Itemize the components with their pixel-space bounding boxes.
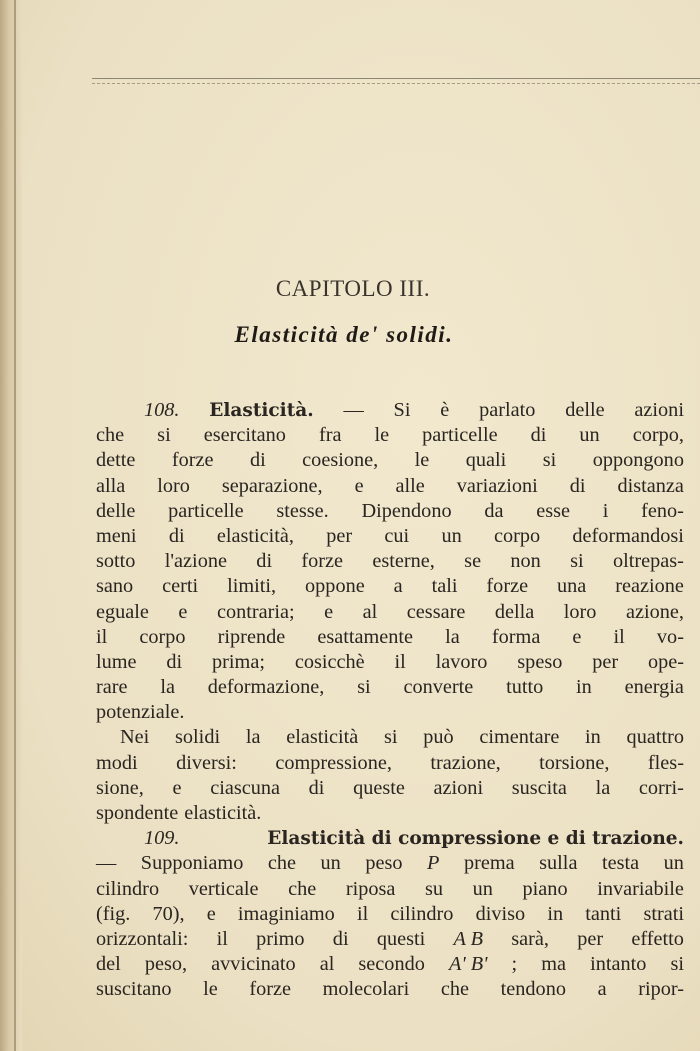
word: forze [301, 550, 344, 573]
word: speso [517, 650, 563, 673]
word: per [577, 927, 604, 950]
word: ciascuna [210, 776, 281, 799]
word: 109. [144, 827, 180, 850]
word: per [326, 524, 353, 547]
text-line [96, 952, 684, 977]
word: di [166, 650, 183, 673]
word: corpo [139, 625, 186, 648]
word: particelle [422, 424, 498, 447]
word: cui [384, 524, 410, 547]
word: fra [318, 424, 342, 447]
word: di [332, 927, 349, 950]
text-line [96, 549, 684, 574]
word: il [216, 927, 228, 950]
word: che [288, 877, 317, 900]
word: sano [96, 575, 134, 598]
word: stesse. [276, 499, 329, 522]
word: vo- [656, 625, 684, 648]
word: esercitano [203, 424, 286, 447]
word: elasticità [286, 726, 359, 749]
word: in [576, 676, 592, 699]
word: suscitano [96, 978, 172, 1001]
text-line [96, 398, 684, 423]
word: della [494, 600, 535, 623]
text-line [96, 448, 684, 473]
chapter-title [0, 322, 700, 348]
word: la [160, 676, 175, 699]
text-line [96, 423, 684, 448]
chapter-title-text: Elasticità de' solidi. [234, 322, 454, 347]
word: sarà, [511, 927, 549, 950]
header-rule-dashed [92, 83, 700, 84]
word: Dipendono [361, 499, 452, 522]
word: un [579, 424, 600, 447]
word: la [595, 776, 611, 799]
word: modi [96, 751, 138, 774]
word: e [206, 902, 216, 925]
text-line [96, 776, 684, 801]
word: si [670, 953, 684, 976]
word: si [357, 676, 371, 699]
word: diviso [475, 902, 526, 925]
word: fles- [647, 751, 684, 774]
word: forze [486, 575, 529, 598]
word: corpo, [632, 424, 684, 447]
text-line [96, 751, 684, 776]
word: si [157, 424, 171, 447]
word: che [96, 424, 125, 447]
word: il [356, 902, 369, 925]
word: cessare [406, 600, 466, 623]
word: certi [162, 575, 199, 598]
word: del [96, 953, 121, 976]
word: la [445, 625, 460, 648]
word: deformandosi [572, 524, 684, 547]
word: Supponiamo [140, 852, 244, 875]
word: sotto [96, 550, 136, 573]
word: oppone [305, 575, 365, 598]
word: azione, [625, 600, 684, 623]
word: contraria; [216, 600, 295, 623]
word: esse [536, 499, 571, 522]
word: peso, [144, 953, 188, 976]
word: queste [353, 776, 405, 799]
word: quali [465, 449, 507, 472]
word: lavoro [435, 650, 488, 673]
word: un [320, 852, 341, 875]
word: diversi: [176, 751, 237, 774]
word: coesione, [302, 449, 379, 472]
word: di [530, 424, 547, 447]
word: Nei [120, 726, 150, 749]
word: e [572, 625, 582, 648]
word: tendono [500, 978, 566, 1001]
book-spine [0, 0, 22, 1051]
word: l'azione [164, 550, 227, 573]
word: A B [453, 927, 483, 950]
word: cilindro [390, 902, 454, 925]
chapter-heading-text: CAPITOLO III. [275, 276, 431, 301]
word: prema [463, 852, 515, 875]
text-line [96, 650, 684, 675]
word: secondo [358, 953, 425, 976]
word: solidi [175, 726, 221, 749]
word: e [354, 474, 364, 497]
word: testa [601, 852, 640, 875]
word: forze [171, 449, 214, 472]
word: alle [395, 474, 425, 497]
word: feno- [641, 499, 684, 522]
text-line [96, 725, 684, 750]
header-rule [92, 78, 700, 79]
word: loro [157, 474, 190, 497]
word: peso [365, 852, 403, 875]
word: esterne, [372, 550, 435, 573]
word: ; [511, 953, 518, 976]
word: azioni [433, 776, 484, 799]
word: a [597, 978, 607, 1001]
chapter-heading [0, 276, 700, 302]
text-line [96, 574, 684, 599]
word: forze [249, 978, 291, 1001]
body-text [96, 398, 684, 1003]
text-line [96, 977, 684, 1002]
word: separazione, [221, 474, 323, 497]
word: suscita [511, 776, 567, 799]
word: Elasticità. [209, 400, 314, 421]
word: al [319, 953, 335, 976]
word: per [592, 650, 619, 673]
word: di [308, 776, 325, 799]
text-line [96, 474, 684, 499]
word: non [510, 550, 541, 573]
word: e [324, 600, 334, 623]
word: elasticità, [216, 524, 294, 547]
text-line [96, 826, 684, 851]
word: al [362, 600, 378, 623]
word: meni [96, 524, 137, 547]
word: imaginiamo [237, 902, 335, 925]
word: parlato [479, 399, 536, 421]
word: le [374, 424, 390, 447]
word: (fig. [96, 902, 131, 925]
word: si [383, 726, 398, 749]
word: di [256, 550, 273, 573]
word: un [472, 877, 493, 900]
word: riposa [345, 877, 396, 900]
word: ma [541, 953, 567, 976]
word: Elasticità di compressione e di trazione. [267, 828, 684, 850]
word: — [343, 399, 364, 421]
word: i [602, 499, 609, 522]
word: particelle [168, 499, 244, 522]
word: una [557, 575, 587, 598]
word: delle [96, 499, 136, 522]
word: il [613, 625, 625, 648]
word: corpo [493, 524, 541, 547]
word: delle [565, 399, 605, 421]
word: riprende [217, 625, 286, 648]
word: prima; [212, 650, 265, 673]
word: corri- [638, 776, 684, 799]
word: è [440, 399, 450, 421]
word: si [570, 550, 584, 573]
word: ope- [647, 650, 684, 673]
word: compressione, [275, 751, 392, 774]
word: alla [96, 474, 126, 497]
text-line [96, 877, 684, 902]
word: tali [431, 575, 458, 598]
text-line [96, 700, 684, 725]
word: sulla [539, 852, 578, 875]
word: avvicinato [211, 953, 296, 976]
word: le [203, 978, 218, 1001]
word: cimentare [479, 726, 560, 749]
word: dette [96, 449, 136, 472]
word: intanto [590, 953, 647, 976]
text-line [96, 902, 684, 927]
text-line [96, 600, 684, 625]
word: 70), [152, 902, 185, 925]
word: può [423, 726, 454, 749]
word: variazioni [456, 474, 538, 497]
word: in [585, 726, 601, 749]
word: torsione, [539, 751, 610, 774]
word: molecolari [322, 978, 410, 1001]
word: se [464, 550, 482, 573]
word: che [267, 852, 297, 875]
word: un [441, 524, 462, 547]
word: tanti [585, 902, 622, 925]
word: spondente [96, 802, 179, 824]
word: piano [522, 877, 568, 900]
word: forma [491, 625, 541, 648]
word: oppongono [592, 449, 684, 472]
word: che [440, 978, 470, 1001]
text-line [96, 851, 684, 876]
word: e [178, 600, 188, 623]
word: P [427, 852, 440, 875]
word: elasticità. [184, 802, 262, 824]
word: di [569, 474, 586, 497]
word: orizzontali: [96, 927, 189, 950]
word: primo [256, 927, 305, 950]
word: la [245, 726, 261, 749]
text-line [96, 927, 684, 952]
word: azioni [634, 399, 684, 421]
text-line [96, 801, 684, 826]
word: di [168, 524, 185, 547]
word: le [414, 449, 430, 472]
word: — [96, 852, 117, 875]
word: loro [563, 600, 597, 623]
word: A' B' [448, 953, 488, 976]
word: trazione, [430, 751, 501, 774]
word: lume [96, 650, 137, 673]
word: cosicchè [294, 650, 365, 673]
word: eguale [96, 600, 149, 623]
word: in [547, 902, 564, 925]
word: e [172, 776, 182, 799]
word: energia [624, 676, 684, 699]
word: il [394, 650, 406, 673]
word: ripor- [638, 978, 684, 1001]
word: limiti, [227, 575, 277, 598]
word: cilindro [96, 877, 160, 900]
spine-edge [14, 0, 16, 1051]
word: invariabile [597, 877, 684, 900]
word: su [425, 877, 444, 900]
word: converte [403, 676, 474, 699]
text-line [96, 675, 684, 700]
word: verticale [188, 877, 259, 900]
word: a [393, 575, 403, 598]
word: quattro [626, 726, 684, 749]
word: esattamente [317, 625, 414, 648]
word: distanza [617, 474, 684, 497]
word: effetto [631, 927, 684, 950]
word: tutto [506, 676, 544, 699]
word: questi [376, 927, 426, 950]
text-line [96, 524, 684, 549]
word: il [96, 625, 108, 648]
word: di [249, 449, 266, 472]
word: deformazione, [207, 676, 325, 699]
word: 108. [144, 399, 180, 421]
word: strati [643, 902, 684, 925]
word: potenziale. [96, 701, 185, 724]
text-line [96, 625, 684, 650]
word: si [542, 449, 557, 472]
word: oltrepas- [612, 550, 684, 573]
text-line [96, 499, 684, 524]
word: rare [96, 676, 128, 699]
word: reazione [615, 575, 684, 598]
word: da [484, 499, 504, 522]
word: sione, [96, 776, 144, 799]
word: un [663, 852, 684, 875]
word: Si [393, 399, 411, 421]
